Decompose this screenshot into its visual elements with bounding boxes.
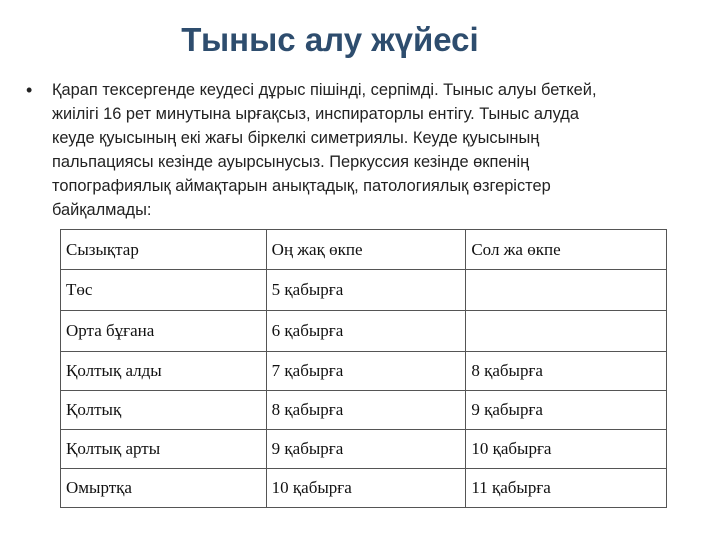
table-row xyxy=(61,430,667,469)
table-cell: Қолтық алды xyxy=(61,352,267,391)
table-cell: 9 қабырға xyxy=(466,391,667,430)
bullet-dot: • xyxy=(26,80,33,100)
table-cell: 6 қабырға xyxy=(266,311,466,352)
bullet-line: кеуде қуысының екі жағы біркелкі симетриялы. Кеуде қуысының xyxy=(52,129,540,147)
table-cell: Қолтық арты xyxy=(61,430,267,469)
table-header-row xyxy=(61,230,667,270)
table-cell: 9 қабырға xyxy=(266,430,466,469)
table-cell xyxy=(466,270,667,311)
table-row xyxy=(61,352,667,391)
table-cell: Қолтық xyxy=(61,391,267,430)
header-cell-left-lung: Сол жа өкпе xyxy=(466,230,667,270)
bullet-line: жиілігі 16 рет минутына ырғақсыз, инспираторлы ентігу. Тыныс алуда xyxy=(52,105,579,123)
table-cell: 11 қабырға xyxy=(466,469,667,508)
table-cell: 10 қабырға xyxy=(266,469,466,508)
bullet-line: пальпациясы кезінде ауырсынусыз. Перкуссия кезінде өкпенің xyxy=(52,153,530,171)
slide-title: Тыныс алу жүйесі xyxy=(181,21,479,58)
table-cell: 5 қабырға xyxy=(266,270,466,311)
header-cell-lines: Сызықтар xyxy=(61,230,267,270)
header-cell-right-lung: Оң жақ өкпе xyxy=(266,230,466,270)
bullet-text xyxy=(52,78,700,222)
bullet-line: Қарап тексергенде кеудесі дұрыс пішінді, серпімді. Тыныс алуы беткей, xyxy=(52,81,597,99)
table-row xyxy=(61,391,667,430)
table-row xyxy=(61,469,667,508)
table-cell: Омыртқа xyxy=(61,469,267,508)
bullet-line: байқалмады: xyxy=(52,201,152,219)
lung-borders-table xyxy=(60,229,667,508)
table-cell: Төс xyxy=(61,270,267,311)
table-cell: 8 қабырға xyxy=(466,352,667,391)
table-row xyxy=(61,311,667,352)
table-cell: 10 қабырға xyxy=(466,430,667,469)
table-cell: 7 қабырға xyxy=(266,352,466,391)
table-cell xyxy=(466,311,667,352)
table-cell: 8 қабырға xyxy=(266,391,466,430)
table-row xyxy=(61,270,667,311)
bullet-line: топографиялық аймақтарын анықтадық, патологиялық өзгерістер xyxy=(52,177,551,195)
table-cell: Орта бұғана xyxy=(61,311,267,352)
